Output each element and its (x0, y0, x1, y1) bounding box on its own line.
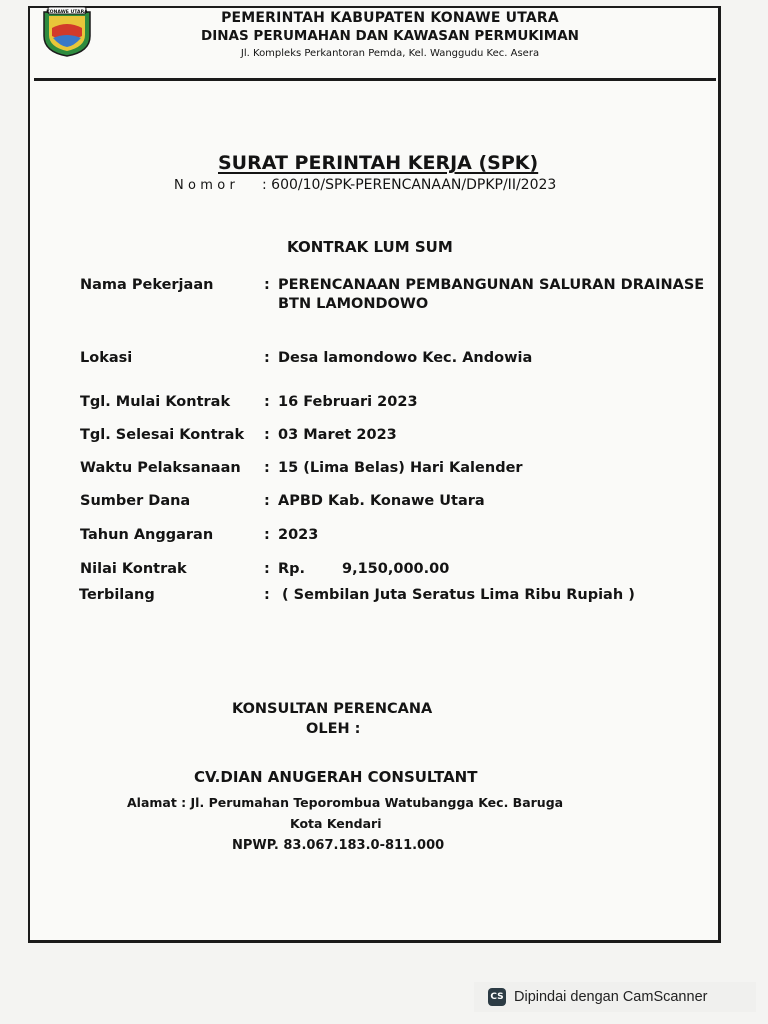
camscanner-watermark (474, 982, 756, 1012)
field-colon: : (264, 493, 270, 509)
field-colon: : (264, 427, 270, 443)
contract-value: 9,150,000.00 (342, 561, 450, 577)
camscanner-icon: CS (488, 988, 506, 1006)
currency-label: Rp. (278, 561, 306, 577)
header-government: PEMERINTAH KABUPATEN KONAWE UTARA (221, 10, 559, 26)
field-value: 15 (Lima Belas) Hari Kalender (278, 460, 523, 476)
field-value: 03 Maret 2023 (278, 427, 397, 443)
header-department: DINAS PERUMAHAN DAN KAWASAN PERMUKIMAN (201, 28, 579, 44)
field-value: ( Sembilan Juta Seratus Lima Ribu Rupiah ) (282, 587, 635, 603)
field-colon: : (264, 561, 270, 577)
consultant-city: Kota Kendari (290, 816, 382, 831)
field-colon: : (264, 350, 270, 366)
svg-text:KONAWE UTARA: KONAWE UTARA (46, 9, 88, 15)
field-label: Tahun Anggaran (80, 527, 214, 543)
field-value: Desa lamondowo Kec. Andowia (278, 350, 533, 366)
field-colon: : (264, 527, 270, 543)
camscanner-text: Dipindai dengan CamScanner (514, 989, 708, 1005)
field-label: Tgl. Selesai Kontrak (80, 427, 245, 443)
consultant-name: CV.DIAN ANUGERAH CONSULTANT (194, 768, 478, 786)
consultant-by: OLEH : (306, 721, 361, 737)
field-label: Lokasi (80, 350, 133, 366)
field-value: 2023 (278, 527, 319, 543)
field-label: Waktu Pelaksanaan (80, 460, 241, 476)
field-colon: : (264, 587, 270, 603)
nomor-label: Nomor (174, 178, 240, 193)
document-title: SURAT PERINTAH KERJA (SPK) (218, 152, 539, 174)
field-colon: : (264, 394, 270, 410)
field-colon: : (264, 277, 270, 293)
nomor-value: : 600/10/SPK-PERENCANAAN/DPKP/II/2023 (262, 177, 557, 193)
header-address: Jl. Kompleks Perkantoran Pemda, Kel. Wanggudu Kec. Asera (240, 48, 540, 59)
field-label: Terbilang (79, 587, 155, 603)
field-colon: : (264, 460, 270, 476)
consultant-npwp: NPWP. 83.067.183.0-811.000 (232, 838, 445, 853)
field-label: Sumber Dana (80, 493, 191, 509)
field-value: APBD Kab. Konawe Utara (278, 493, 485, 509)
field-value: 16 Februari 2023 (278, 394, 418, 410)
field-label: Nilai Kontrak (80, 561, 187, 577)
field-value-line2: BTN LAMONDOWO (278, 296, 429, 312)
field-label: Nama Pekerjaan (80, 277, 214, 293)
consultant-address: Alamat : Jl. Perumahan Teporombua Watubangga Kec. Baruga (127, 795, 564, 810)
contract-type: KONTRAK LUM SUM (287, 238, 453, 256)
consultant-role: KONSULTAN PERENCANA (232, 701, 433, 717)
field-label: Tgl. Mulai Kontrak (80, 394, 231, 410)
letterhead (34, 6, 716, 81)
field-value: PERENCANAAN PEMBANGUNAN SALURAN DRAINASE (278, 277, 705, 293)
